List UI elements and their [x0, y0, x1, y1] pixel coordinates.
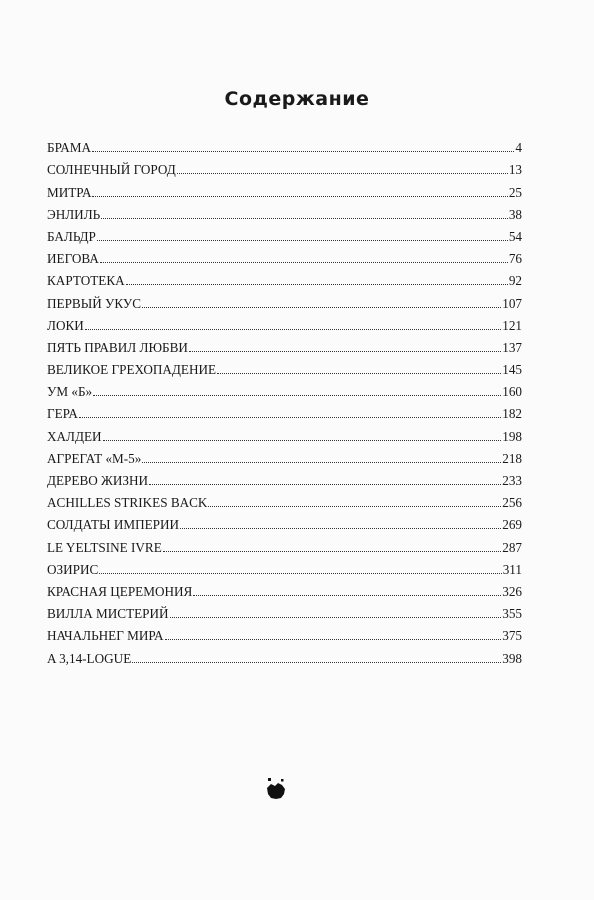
toc-entry-title: LE YELTSINE IVRE — [47, 539, 162, 555]
table-of-contents — [47, 133, 522, 666]
toc-entry-title: ГЕРА — [47, 406, 78, 422]
toc-entry-title: УМ «Б» — [47, 384, 93, 400]
toc-dot-leader — [142, 307, 501, 308]
toc-entry-title: КАРТОТЕКА — [47, 273, 125, 289]
toc-entry — [47, 555, 522, 577]
toc-dot-leader — [177, 173, 508, 174]
toc-entry-title: БАЛЬДР — [47, 228, 96, 244]
toc-entry-page-number: 182 — [502, 406, 522, 422]
toc-dot-leader — [97, 240, 508, 241]
toc-entry — [47, 643, 522, 665]
toc-entry-title: БРАМА — [47, 140, 91, 156]
ink-blot-ornament-icon — [265, 778, 287, 802]
toc-entry — [47, 244, 522, 266]
toc-dot-leader — [208, 506, 501, 507]
toc-entry — [47, 133, 522, 155]
toc-dot-leader — [217, 373, 501, 374]
toc-entry-title: ВИЛЛА МИСТЕРИЙ — [47, 606, 169, 622]
toc-dot-leader — [142, 462, 501, 463]
toc-dot-leader — [101, 218, 508, 219]
toc-dot-leader — [103, 440, 502, 441]
toc-entry — [47, 488, 522, 510]
toc-entry-page-number: 145 — [502, 362, 522, 378]
toc-entry — [47, 444, 522, 466]
toc-entry-title: ДЕРЕВО ЖИЗНИ — [47, 473, 149, 488]
toc-entry-page-number: 218 — [502, 450, 522, 466]
toc-entry-title: КРАСНАЯ ЦЕРЕМОНИЯ — [47, 583, 193, 599]
toc-dot-leader — [163, 551, 501, 552]
toc-entry — [47, 333, 522, 355]
toc-entry-title: ЭНЛИЛЬ — [47, 206, 101, 222]
toc-dot-leader — [85, 329, 501, 330]
toc-entry-title: ИЕГОВА — [47, 251, 99, 267]
toc-entry — [47, 355, 522, 377]
toc-entry — [47, 200, 522, 222]
toc-entry-page-number: 38 — [508, 206, 522, 222]
toc-entry-title: ЛОКИ — [47, 317, 84, 333]
toc-entry-page-number: 256 — [502, 495, 522, 511]
toc-entry — [47, 377, 522, 399]
toc-entry-title: ПЯТЬ ПРАВИЛ ЛЮБВИ — [47, 339, 188, 355]
toc-entry — [47, 177, 522, 199]
toc-dot-leader — [79, 417, 501, 418]
toc-dot-leader — [93, 395, 501, 396]
toc-entry — [47, 399, 522, 421]
toc-dot-leader — [100, 262, 508, 263]
toc-dot-leader — [180, 528, 501, 529]
toc-entry-page-number: 160 — [502, 384, 522, 400]
toc-entry-page-number: 107 — [502, 295, 522, 311]
toc-entry-page-number: 198 — [502, 428, 522, 444]
toc-entry-page-number: 13 — [508, 162, 522, 178]
toc-entry — [47, 421, 522, 443]
toc-dot-leader — [170, 617, 502, 618]
toc-entry — [47, 266, 522, 288]
page-title: Содержание — [224, 88, 370, 110]
toc-dot-leader — [92, 196, 507, 197]
toc-entry-page-number: 311 — [502, 561, 522, 577]
toc-entry-page-number: 287 — [502, 539, 522, 555]
toc-entry-page-number: 137 — [502, 339, 522, 355]
toc-dot-leader — [165, 639, 502, 640]
toc-entry — [47, 155, 522, 177]
toc-entry-title: СОЛДАТЫ ИМПЕРИИ — [47, 517, 180, 533]
toc-entry-title: ОЗИРИС — [47, 561, 99, 577]
toc-entry — [47, 311, 522, 333]
toc-entry-page-number: 398 — [502, 650, 522, 666]
toc-entry-title: СОЛНЕЧНЫЙ ГОРОД — [47, 162, 176, 178]
toc-entry — [47, 621, 522, 643]
toc-entry-page-number: 233 — [502, 473, 522, 488]
toc-entry-title: ВЕЛИКОЕ ГРЕХОПАДЕНИЕ — [47, 362, 217, 378]
toc-entry-page-number: 375 — [502, 628, 522, 644]
toc-dot-leader — [126, 284, 508, 285]
toc-entry-page-number: 355 — [502, 606, 522, 622]
toc-entry-title: МИТРА — [47, 184, 92, 200]
toc-dot-leader — [99, 573, 501, 574]
toc-entry-page-number: 76 — [508, 251, 522, 267]
toc-entry-page-number: 54 — [508, 228, 522, 244]
toc-dot-leader — [149, 484, 501, 485]
toc-entry-page-number: 326 — [502, 583, 522, 599]
toc-entry-page-number: 92 — [508, 273, 522, 289]
toc-entry — [47, 599, 522, 621]
toc-entry-title: НАЧАЛЬНЕГ МИРА — [47, 628, 164, 644]
toc-entry — [47, 532, 522, 554]
toc-dot-leader — [132, 662, 501, 663]
toc-entry-title: A 3,14-LOGUE — [47, 650, 132, 666]
toc-entry — [47, 222, 522, 244]
toc-dot-leader — [92, 151, 514, 152]
toc-entry-title: ХАЛДЕИ — [47, 428, 102, 444]
toc-dot-leader — [189, 351, 501, 352]
toc-entry-page-number: 25 — [508, 184, 522, 200]
toc-entry-title: АГРЕГАТ «М-5» — [47, 450, 142, 466]
toc-entry-page-number: 121 — [502, 317, 522, 333]
toc-entry — [47, 466, 522, 488]
toc-entry-page-number: 269 — [502, 517, 522, 533]
toc-entry — [47, 288, 522, 310]
toc-entry-title: ПЕРВЫЙ УКУС — [47, 295, 142, 311]
toc-dot-leader — [193, 595, 501, 596]
toc-entry — [47, 510, 522, 532]
toc-entry-title: ACHILLES STRIKES BACK — [47, 495, 208, 511]
toc-entry-page-number: 4 — [515, 140, 522, 156]
toc-entry — [47, 577, 522, 599]
